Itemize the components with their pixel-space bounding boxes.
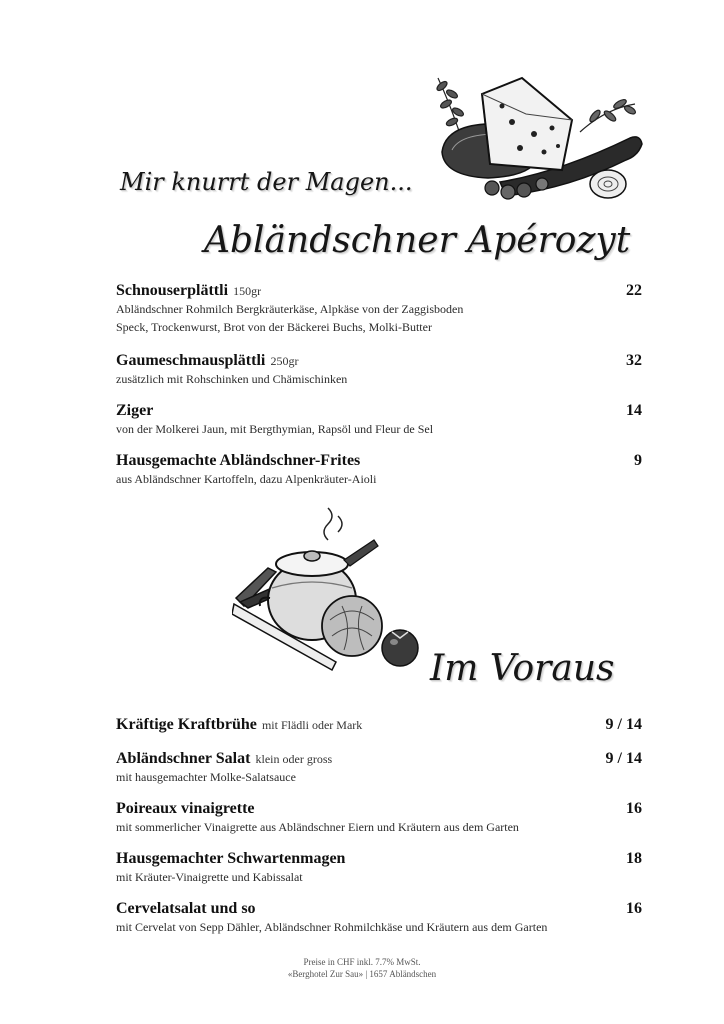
item-name: Abländschner Salat	[116, 750, 251, 767]
item-price: 16	[626, 800, 642, 817]
item-price: 9 / 14	[605, 716, 642, 733]
item-description: mit Kräuter-Vinaigrette und Kabissalat	[116, 870, 303, 884]
menu-item	[116, 714, 642, 734]
item-description: mit hausgemachter Molke-Salatsauce	[116, 770, 296, 784]
page-title: Abländschner Apérozyt	[204, 220, 631, 261]
item-name: Gaumeschmausplättli	[116, 352, 266, 369]
cheese-icon	[482, 78, 572, 170]
item-description: zusätzlich mit Rohschinken und Chämischinken	[116, 372, 348, 386]
item-description: aus Abländschner Kartoffeln, dazu Alpenkräuter-Aioli	[116, 472, 377, 486]
herb-sprig-icon	[435, 78, 464, 134]
starters-section	[116, 714, 642, 936]
cheese-platter-illustration	[430, 64, 644, 214]
cabbage-icon	[322, 596, 382, 656]
item-name: Hausgemachter Schwartenmagen	[116, 850, 346, 867]
menu-item	[116, 402, 642, 438]
item-name: Hausgemachte Abländschner-Frites	[116, 452, 361, 469]
item-price: 16	[626, 900, 642, 917]
item-quantity: 150gr	[233, 284, 262, 298]
footer-price-note: Preise in CHF inkl. 7.7% MwSt.	[303, 957, 421, 967]
item-description: mit Cervelat von Sepp Dähler, Abländschner Rohmilchkäse und Kräutern aus dem Garten	[116, 920, 548, 934]
section-title-starters: Im Voraus	[430, 648, 615, 689]
menu-item	[116, 900, 642, 936]
menu-item	[116, 850, 642, 886]
item-description: mit sommerlicher Vinaigrette aus Abländschner Eiern und Kräutern aus dem Garten	[116, 820, 519, 834]
item-name: Cervelatsalat und so	[116, 900, 256, 917]
onion-icon	[590, 170, 626, 198]
item-price: 14	[626, 402, 642, 419]
menu-item	[116, 800, 642, 836]
item-name: Kräftige Kraftbrühe	[116, 716, 257, 733]
item-description: Abländschner Rohmilch Bergkräuterkäse, Alpkäse von der Zaggisboden	[116, 302, 464, 316]
item-price: 18	[626, 850, 642, 867]
item-note: mit Flädli oder Mark	[261, 718, 363, 732]
footer	[0, 956, 724, 980]
aperitif-section	[116, 280, 642, 488]
item-price: 32	[626, 352, 642, 369]
item-price: 22	[626, 282, 642, 299]
item-description: Speck, Trockenwurst, Brot von der Bäckerei Buchs, Molki-Butter	[116, 320, 432, 334]
item-quantity: 250gr	[270, 354, 299, 368]
kicker-heading: Mir knurrt der Magen...	[120, 168, 413, 196]
item-name: Ziger	[116, 402, 154, 419]
item-name: Schnouserplättli	[116, 282, 229, 299]
item-price: 9 / 14	[605, 750, 642, 767]
item-description: von der Molkerei Jaun, mit Bergthymian, Rapsöl und Fleur de Sel	[116, 422, 434, 436]
menu-item	[116, 350, 642, 388]
item-price: 9	[634, 452, 642, 469]
menu-item	[116, 280, 642, 336]
item-name: Poireaux vinaigrette	[116, 800, 255, 817]
cooking-pot-illustration	[232, 502, 432, 680]
menu-item	[116, 748, 642, 786]
tomato-icon	[382, 630, 418, 666]
steam-icon	[324, 508, 342, 540]
menu-item	[116, 452, 642, 488]
footer-address: «Berghotel Zur Sau» | 1657 Abländschen	[287, 969, 437, 979]
item-note: klein oder gross	[255, 752, 333, 766]
